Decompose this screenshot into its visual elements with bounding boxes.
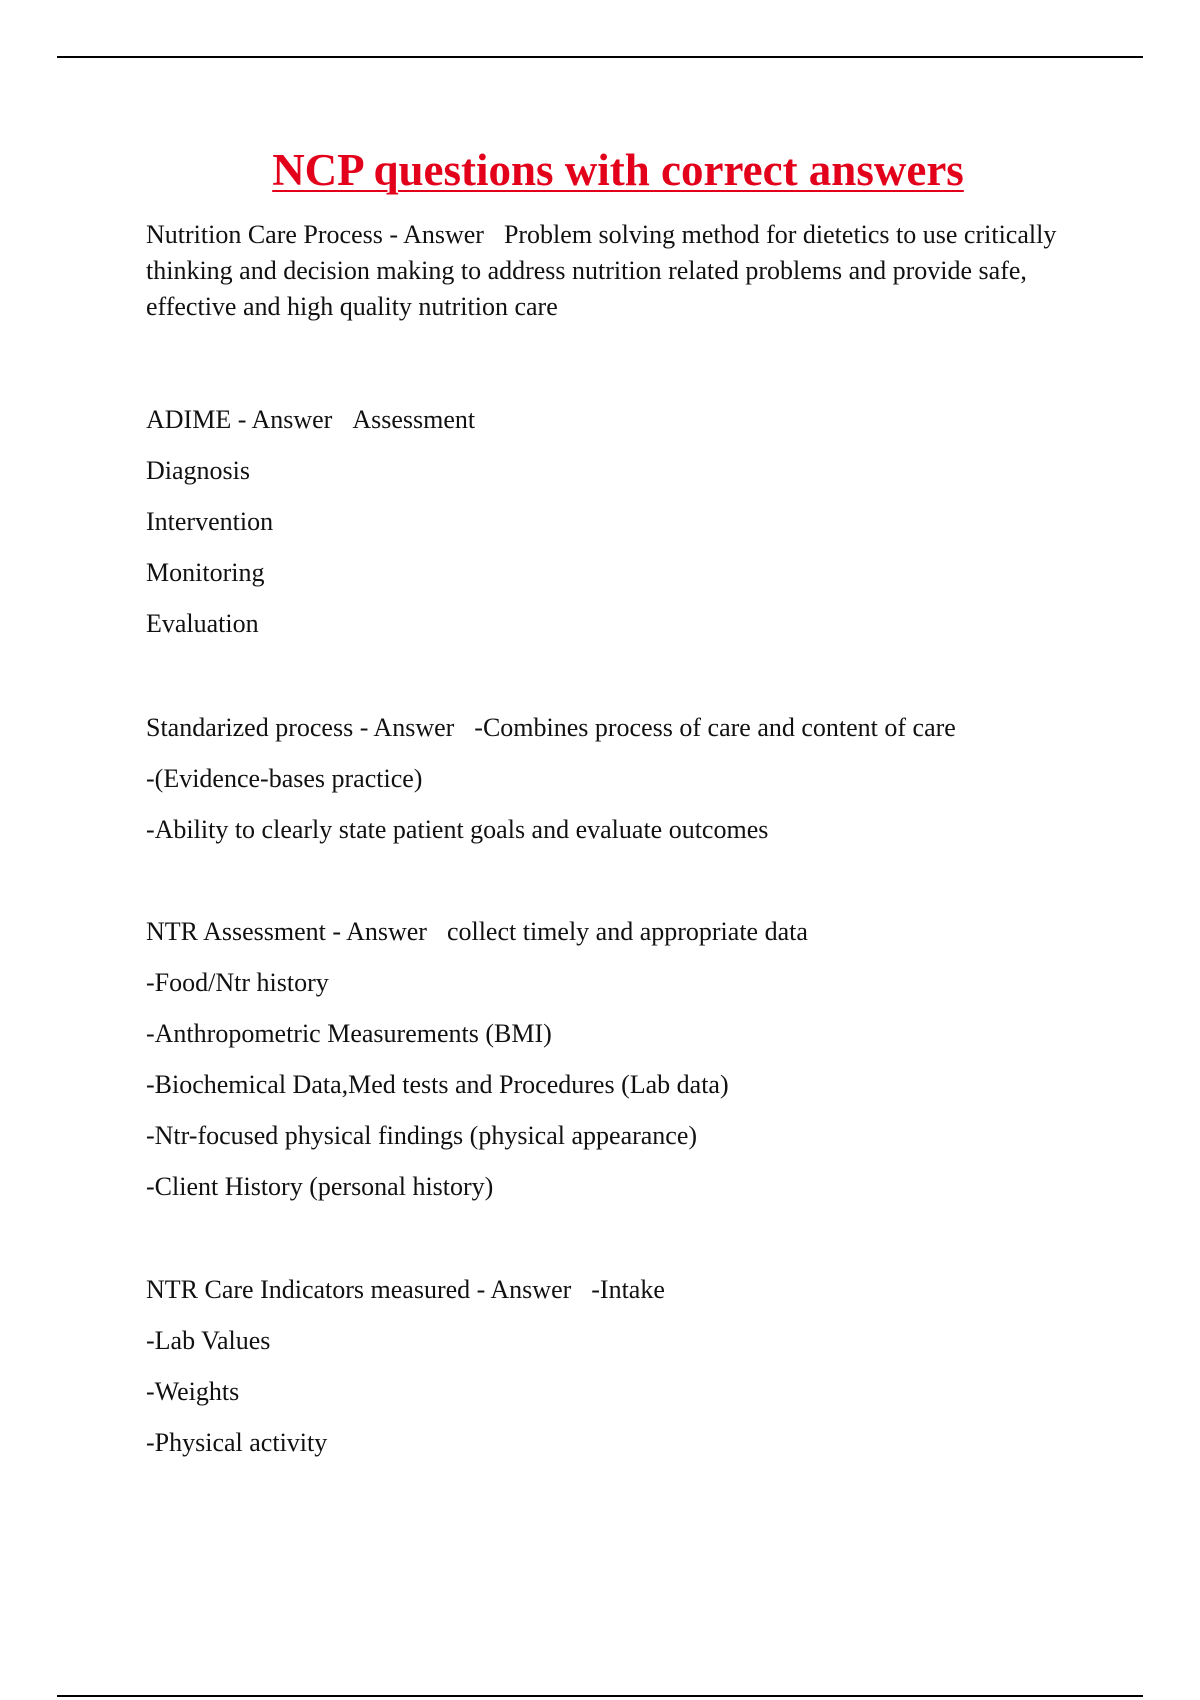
answer-line: Evaluation	[146, 609, 259, 638]
answer-line: Diagnosis	[146, 456, 250, 485]
question-text: Nutrition Care Process	[146, 220, 383, 249]
question-text: Standarized process	[146, 713, 354, 742]
qa-item	[146, 702, 1086, 855]
qa-item	[146, 1264, 1086, 1468]
answer-line: -Lab Values	[146, 1326, 271, 1355]
answer-line: Monitoring	[146, 558, 265, 587]
answer-text: -Intake	[591, 1275, 665, 1304]
answer-separator: - Answer	[470, 1275, 572, 1304]
answer-line: -Food/Ntr history	[146, 968, 329, 997]
qa-item	[146, 394, 1086, 649]
answer-text: Assessment	[352, 405, 476, 434]
answer-line: Intervention	[146, 507, 274, 536]
answer-separator: - Answer	[231, 405, 333, 434]
qa-item	[146, 906, 1086, 1212]
answer-separator: - Answer	[325, 917, 427, 946]
answer-text: collect timely and appropriate data	[446, 917, 808, 946]
answer-line: -Physical activity	[146, 1428, 328, 1457]
document-title: NCP questions with correct answers	[272, 145, 964, 195]
document-body	[146, 217, 1086, 1468]
qa-item	[146, 217, 1086, 325]
bottom-rule	[57, 1695, 1143, 1697]
answer-separator: - Answer	[353, 713, 455, 742]
answer-line: -Weights	[146, 1377, 240, 1406]
answer-line: -(Evidence-bases practice)	[146, 764, 423, 793]
answer-line: -Anthropometric Measurements (BMI)	[146, 1019, 552, 1048]
answer-line: -Ntr-focused physical findings (physical appearance)	[146, 1121, 698, 1150]
question-text: ADIME	[146, 405, 232, 434]
answer-text: -Combines process of care and content of care	[474, 713, 956, 742]
answer-text: Problem solving method for dietetics to use critically thinking and decision making to address nutrition related problems and provide safe, effective and high quality nutrition care	[146, 220, 1057, 321]
question-text: NTR Assessment	[146, 917, 326, 946]
question-text: NTR Care Indicators measured	[146, 1275, 471, 1304]
top-rule	[57, 56, 1143, 58]
answer-separator: - Answer	[382, 220, 484, 249]
answer-line: -Biochemical Data,Med tests and Procedures (Lab data)	[146, 1070, 729, 1099]
answer-line: -Ability to clearly state patient goals and evaluate outcomes	[146, 815, 769, 844]
answer-line: -Client History (personal history)	[146, 1172, 494, 1201]
